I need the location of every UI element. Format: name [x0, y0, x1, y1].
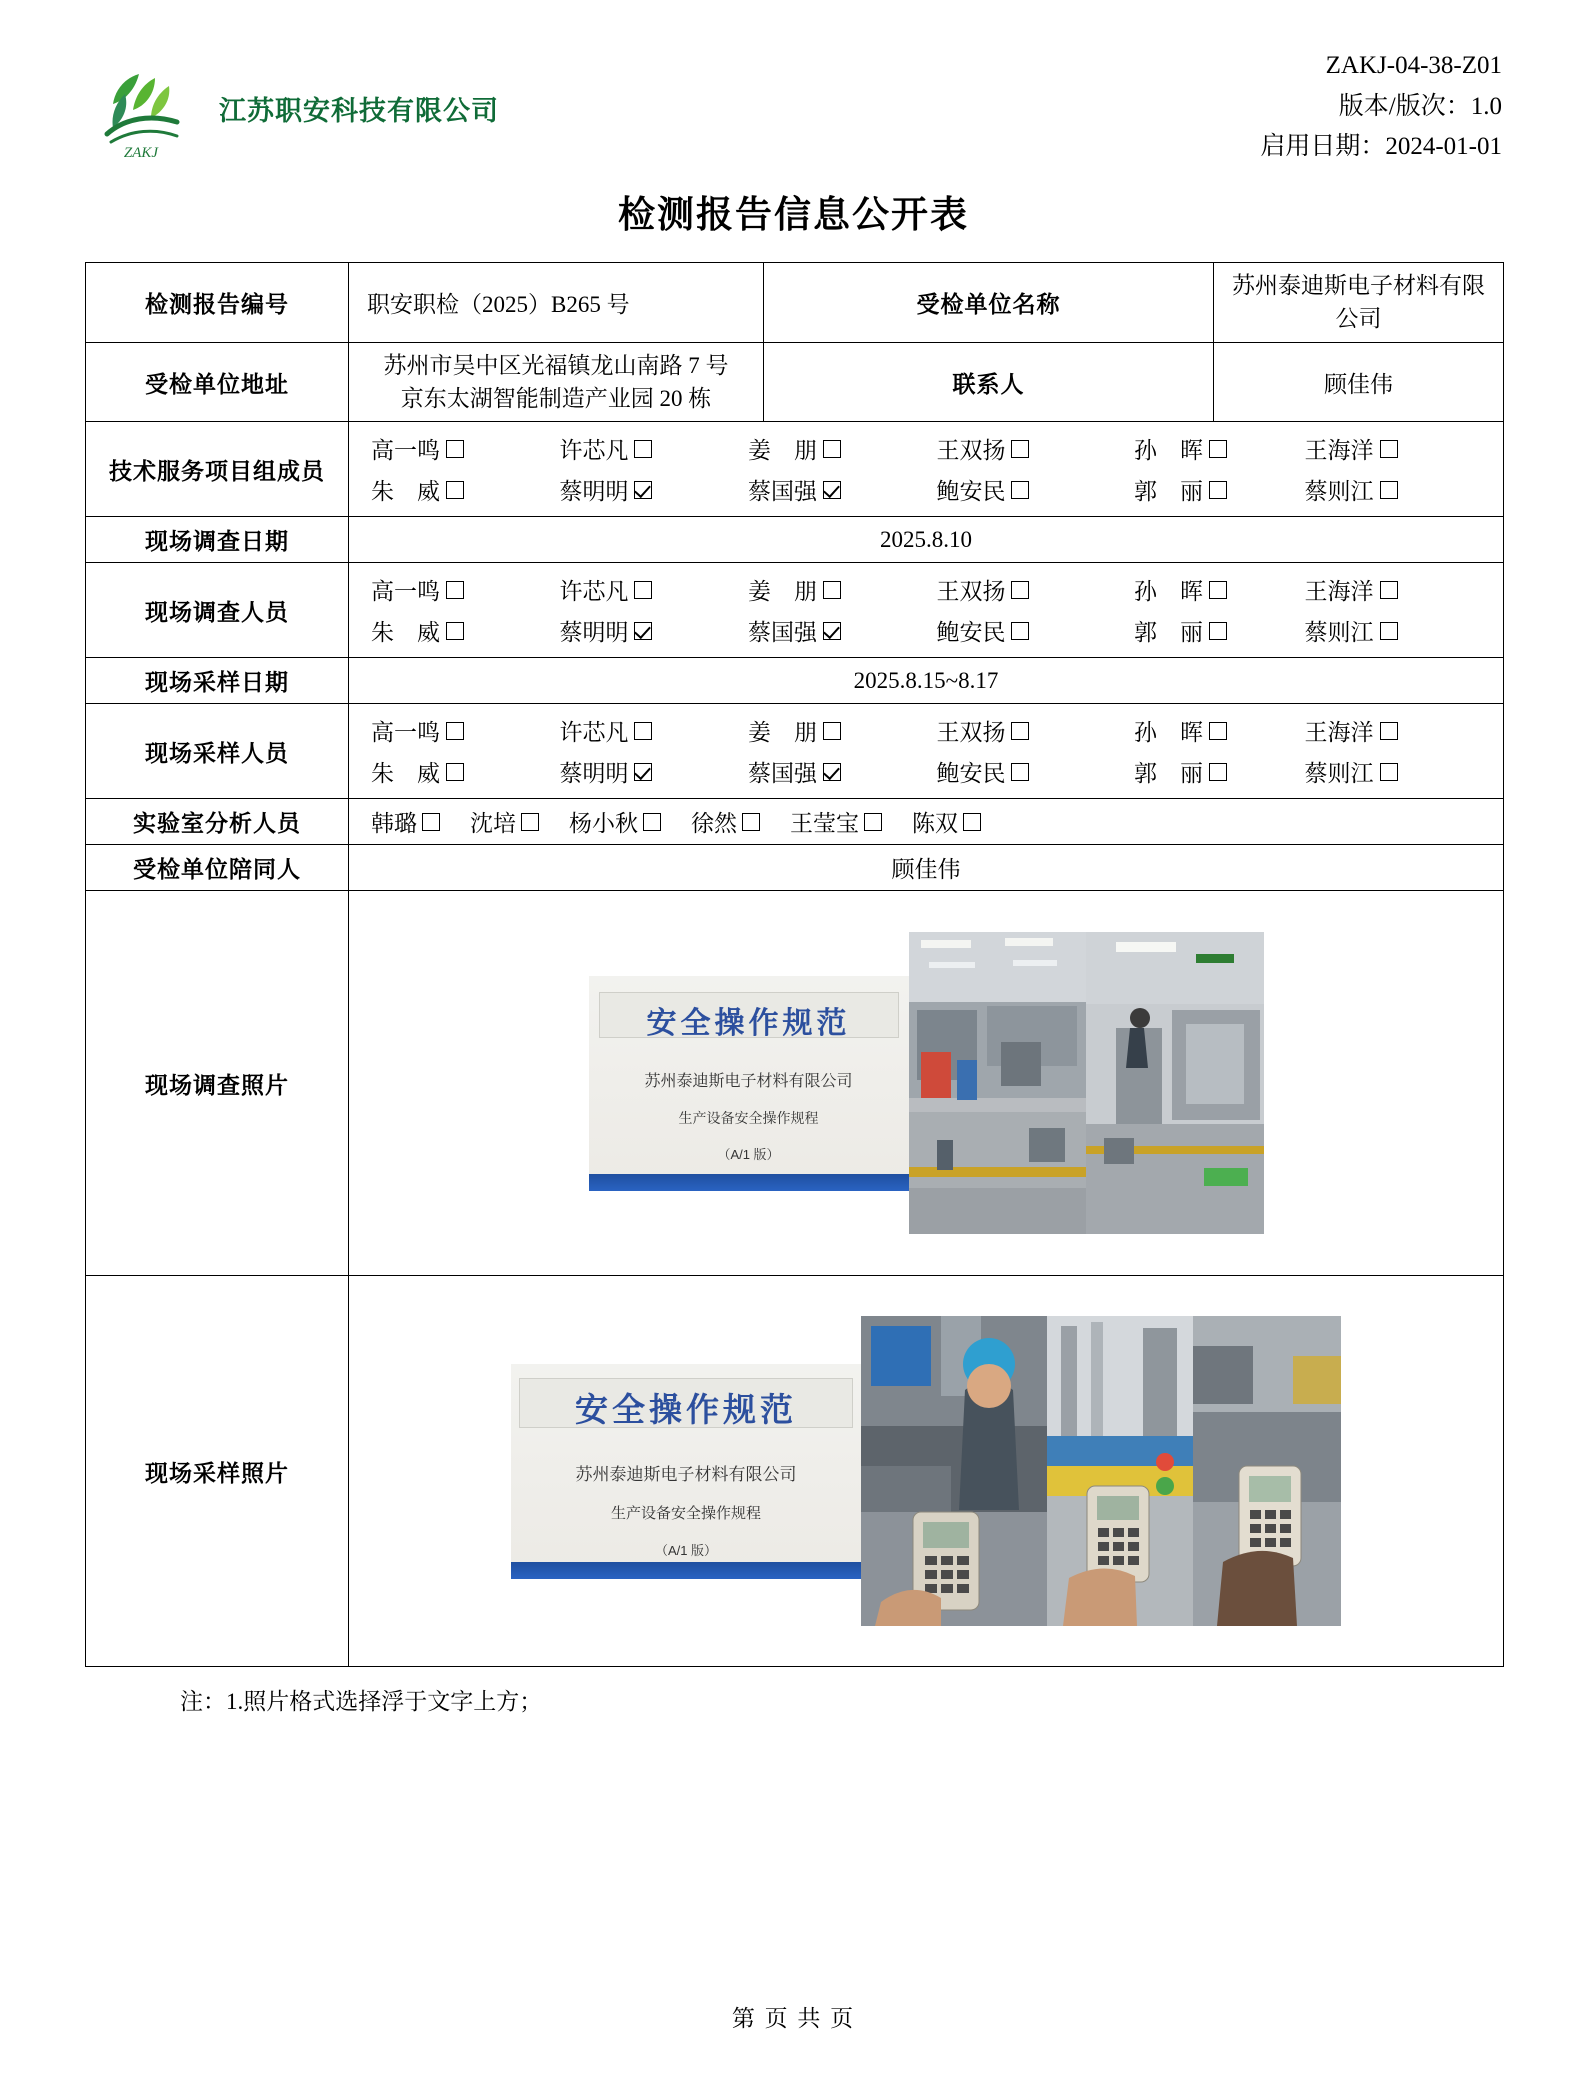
member-name: 高一鸣	[371, 579, 440, 605]
member-checkbox-item[interactable]	[1134, 432, 1305, 465]
checkbox[interactable]	[742, 813, 760, 831]
lab-members-cell	[349, 799, 1504, 845]
member-name: 蔡则江	[1304, 479, 1374, 505]
member-checkbox-item[interactable]	[559, 432, 748, 465]
member-name: 朱 威	[371, 620, 440, 646]
member-checkbox-item[interactable]	[371, 614, 559, 647]
member-checkbox-item[interactable]	[1134, 473, 1305, 506]
member-name: 王双扬	[936, 438, 1006, 464]
member-name: 徐然	[691, 811, 737, 837]
sampling-people-grid	[357, 710, 1495, 792]
sign-blue-bar	[511, 1562, 861, 1579]
checkbox[interactable]	[823, 440, 841, 458]
member-checkbox-item[interactable]	[748, 614, 937, 647]
checkbox[interactable]	[963, 813, 981, 831]
member-checkbox-item[interactable]	[371, 805, 440, 838]
member-name: 蔡国强	[747, 620, 817, 646]
checkbox[interactable]	[1380, 581, 1398, 599]
company-name: 江苏职安科技有限公司	[219, 96, 499, 126]
survey-people-grid	[357, 569, 1495, 651]
photo-handheld-sampler	[1047, 1316, 1193, 1626]
table-row	[86, 263, 1504, 343]
member-name: 郭 丽	[1133, 761, 1203, 787]
team-members-grid	[357, 428, 1495, 510]
member-checkbox-item[interactable]	[790, 805, 882, 838]
team-label: 技术服务项目组成员	[86, 422, 349, 517]
photo-safety-sign-board	[589, 976, 909, 1191]
contact-value: 顾佳伟	[1214, 342, 1504, 422]
member-name: 朱 威	[371, 761, 440, 787]
member-checkbox-item[interactable]	[371, 755, 559, 788]
member-name: 蔡则江	[1304, 620, 1374, 646]
member-name: 沈培	[470, 811, 516, 837]
company-logo-icon	[85, 56, 197, 161]
member-checkbox-item[interactable]	[936, 573, 1133, 606]
checkbox[interactable]	[1209, 763, 1227, 781]
report-no-value: 职安职检（2025）B265 号	[349, 263, 764, 343]
document-effective-date: 启用日期：2024-01-01	[1260, 133, 1502, 160]
sign-version-text: （A/1 版）	[717, 1146, 780, 1162]
member-checkbox-item[interactable]	[691, 805, 760, 838]
document-code: ZAKJ-04-38-Z01	[1325, 52, 1502, 79]
member-checkbox-item[interactable]	[1134, 714, 1305, 747]
member-name: 蔡国强	[747, 761, 817, 787]
member-checkbox-item[interactable]	[470, 805, 539, 838]
member-name: 高一鸣	[371, 720, 440, 746]
member-name: 高一鸣	[371, 438, 440, 464]
sampling-date-label: 现场采样日期	[86, 658, 349, 704]
checkbox[interactable]	[864, 813, 882, 831]
lab-label: 实验室分析人员	[86, 799, 349, 845]
sign-title-text: 安全操作规范	[646, 1006, 851, 1040]
checkbox[interactable]	[446, 581, 464, 599]
member-checkbox-item[interactable]	[371, 432, 559, 465]
photo-workshop-line	[909, 932, 1086, 1234]
checkbox[interactable]	[1209, 440, 1227, 458]
member-checkbox-item[interactable]	[936, 755, 1133, 788]
report-no-label: 检测报告编号	[86, 263, 349, 343]
member-name: 陈双	[912, 811, 958, 837]
checkbox[interactable]	[823, 581, 841, 599]
member-name: 许芯凡	[559, 438, 629, 464]
member-name: 蔡明明	[559, 761, 629, 787]
member-checkbox-item[interactable]	[559, 473, 748, 506]
sampling-people-label: 现场采样人员	[86, 704, 349, 799]
footnote: 注：1.照片格式选择浮于文字上方；	[180, 1689, 543, 1715]
report-info-table	[85, 262, 1504, 1667]
member-name: 杨小秋	[569, 811, 638, 837]
sampling-date-value: 2025.8.15~8.17	[349, 658, 1504, 704]
member-checkbox-item[interactable]	[1305, 473, 1494, 506]
checkbox[interactable]	[1011, 481, 1029, 499]
checkbox[interactable]	[1380, 440, 1398, 458]
photo-safety-sign-board	[511, 1364, 861, 1579]
member-checkbox-item[interactable]	[559, 714, 748, 747]
table-row	[86, 1276, 1504, 1667]
sign-title-text: 安全操作规范	[575, 1390, 797, 1428]
member-name: 鲍安民	[936, 761, 1006, 787]
checkbox[interactable]	[823, 622, 841, 640]
member-checkbox-item[interactable]	[936, 432, 1133, 465]
member-name: 蔡则江	[1304, 761, 1374, 787]
lab-members-row	[357, 805, 1495, 838]
checkbox[interactable]	[521, 813, 539, 831]
survey-date-value: 2025.8.10	[349, 517, 1504, 563]
member-checkbox-item[interactable]	[912, 805, 981, 838]
member-name: 蔡国强	[747, 479, 817, 505]
member-checkbox-item[interactable]	[1305, 573, 1494, 606]
svg-text:ZAKJ: ZAKJ	[123, 145, 159, 161]
member-name: 韩璐	[371, 811, 417, 837]
contact-label: 联系人	[764, 342, 1214, 422]
checkbox[interactable]	[1209, 581, 1227, 599]
table-row	[86, 704, 1504, 799]
sampling-photo-label: 现场采样照片	[86, 1276, 349, 1667]
member-name: 王莹宝	[790, 811, 859, 837]
accompany-label: 受检单位陪同人	[86, 845, 349, 891]
member-name: 孙 晖	[1133, 438, 1203, 464]
member-checkbox-item[interactable]	[936, 714, 1133, 747]
checkbox[interactable]	[1380, 622, 1398, 640]
checkbox[interactable]	[1209, 481, 1227, 499]
table-row	[86, 342, 1504, 422]
checkbox[interactable]	[446, 722, 464, 740]
sign-blue-bar	[589, 1174, 909, 1191]
checkbox[interactable]	[1380, 722, 1398, 740]
table-row	[86, 563, 1504, 658]
company-identity	[85, 40, 499, 161]
address-line-2: 京东太湖智能制造产业园 20 栋	[400, 386, 712, 412]
member-checkbox-item[interactable]	[748, 573, 937, 606]
member-name: 鲍安民	[936, 620, 1006, 646]
checkbox[interactable]	[634, 581, 652, 599]
sign-rule-text: 生产设备安全操作规程	[610, 1504, 761, 1522]
member-name: 王海洋	[1304, 579, 1374, 605]
address-label: 受检单位地址	[86, 342, 349, 422]
member-checkbox-item[interactable]	[1305, 755, 1494, 788]
checkbox[interactable]	[1380, 481, 1398, 499]
address-line-1: 苏州市吴中区光福镇龙山南路 7 号	[383, 352, 729, 378]
member-name: 蔡明明	[559, 479, 629, 505]
checkbox[interactable]	[422, 813, 440, 831]
member-checkbox-item[interactable]	[559, 573, 748, 606]
team-members-cell	[349, 422, 1504, 517]
checkbox[interactable]	[1209, 722, 1227, 740]
checkbox[interactable]	[634, 622, 652, 640]
member-name: 姜 朋	[747, 579, 817, 605]
survey-people-cell	[349, 563, 1504, 658]
sign-version-text: （A/1 版）	[654, 1542, 718, 1558]
table-row	[86, 517, 1504, 563]
member-checkbox-item[interactable]	[748, 714, 937, 747]
member-name: 孙 晖	[1133, 720, 1203, 746]
table-row	[86, 658, 1504, 704]
member-checkbox-item[interactable]	[569, 805, 661, 838]
checkbox[interactable]	[446, 440, 464, 458]
member-checkbox-item[interactable]	[559, 614, 748, 647]
member-checkbox-item[interactable]	[1134, 755, 1305, 788]
member-name: 朱 威	[371, 479, 440, 505]
member-checkbox-item[interactable]	[1305, 432, 1494, 465]
member-checkbox-item[interactable]	[936, 473, 1133, 506]
table-row	[86, 799, 1504, 845]
member-checkbox-item[interactable]	[1134, 573, 1305, 606]
checkbox[interactable]	[1011, 763, 1029, 781]
sampling-photo-cell	[349, 1276, 1504, 1667]
survey-photo-group	[357, 897, 1495, 1269]
accompany-value: 顾佳伟	[349, 845, 1504, 891]
member-checkbox-item[interactable]	[1134, 614, 1305, 647]
photo-handheld-sampler-closeup	[1193, 1316, 1341, 1626]
member-checkbox-item[interactable]	[371, 714, 559, 747]
member-name: 许芯凡	[559, 579, 629, 605]
member-name: 王海洋	[1304, 438, 1374, 464]
member-name: 郭 丽	[1133, 479, 1203, 505]
sampling-people-cell	[349, 704, 1504, 799]
checkbox[interactable]	[1011, 722, 1029, 740]
photo-worker-sampling	[861, 1316, 1047, 1626]
sign-rule-text: 生产设备安全操作规程	[678, 1109, 819, 1126]
unit-name-label: 受检单位名称	[764, 263, 1214, 343]
page-footer: 第 页 共 页	[731, 2006, 856, 2031]
checkbox[interactable]	[634, 481, 652, 499]
member-checkbox-item[interactable]	[1305, 714, 1494, 747]
checkbox[interactable]	[1011, 440, 1029, 458]
member-name: 王海洋	[1304, 720, 1374, 746]
checkbox[interactable]	[823, 763, 841, 781]
checkbox[interactable]	[643, 813, 661, 831]
member-name: 姜 朋	[747, 720, 817, 746]
checkbox[interactable]	[446, 622, 464, 640]
member-name: 鲍安民	[936, 479, 1006, 505]
member-name: 郭 丽	[1133, 620, 1203, 646]
checkbox[interactable]	[446, 481, 464, 499]
sign-company-text: 苏州泰迪斯电子材料有限公司	[644, 1072, 853, 1090]
checkbox[interactable]	[634, 722, 652, 740]
table-row	[86, 891, 1504, 1276]
member-checkbox-item[interactable]	[936, 614, 1133, 647]
document-meta	[1260, 40, 1502, 168]
checkbox[interactable]	[1011, 622, 1029, 640]
survey-people-label: 现场调查人员	[86, 563, 349, 658]
sampling-photo-group	[357, 1282, 1495, 1660]
checkbox[interactable]	[823, 481, 841, 499]
document-version: 版本/版次：1.0	[1338, 92, 1502, 120]
page-title: 检测报告信息公开表	[618, 195, 969, 236]
checkbox[interactable]	[446, 763, 464, 781]
member-checkbox-item[interactable]	[1305, 614, 1494, 647]
checkbox[interactable]	[1380, 763, 1398, 781]
member-checkbox-item[interactable]	[559, 755, 748, 788]
member-name: 许芯凡	[559, 720, 629, 746]
checkbox[interactable]	[823, 722, 841, 740]
survey-date-label: 现场调查日期	[86, 517, 349, 563]
member-checkbox-item[interactable]	[748, 755, 937, 788]
member-name: 姜 朋	[747, 438, 817, 464]
member-name: 王双扬	[936, 720, 1006, 746]
member-name: 孙 晖	[1133, 579, 1203, 605]
table-row	[86, 845, 1504, 891]
member-name: 蔡明明	[559, 620, 629, 646]
survey-photo-cell	[349, 891, 1504, 1276]
survey-photo-label: 现场调查照片	[86, 891, 349, 1276]
photo-workshop-equipment	[1086, 932, 1264, 1234]
sign-company-text: 苏州泰迪斯电子材料有限公司	[575, 1464, 797, 1484]
member-checkbox-item[interactable]	[371, 573, 559, 606]
checkbox[interactable]	[634, 763, 652, 781]
member-checkbox-item[interactable]	[748, 432, 937, 465]
table-row	[86, 422, 1504, 517]
address-value	[349, 342, 764, 422]
member-name: 王双扬	[936, 579, 1006, 605]
member-checkbox-item[interactable]	[748, 473, 937, 506]
checkbox[interactable]	[634, 440, 652, 458]
checkbox[interactable]	[1209, 622, 1227, 640]
unit-name-value: 苏州泰迪斯电子材料有限公司	[1214, 263, 1504, 343]
checkbox[interactable]	[1011, 581, 1029, 599]
member-checkbox-item[interactable]	[371, 473, 559, 506]
page-header	[85, 40, 1502, 160]
